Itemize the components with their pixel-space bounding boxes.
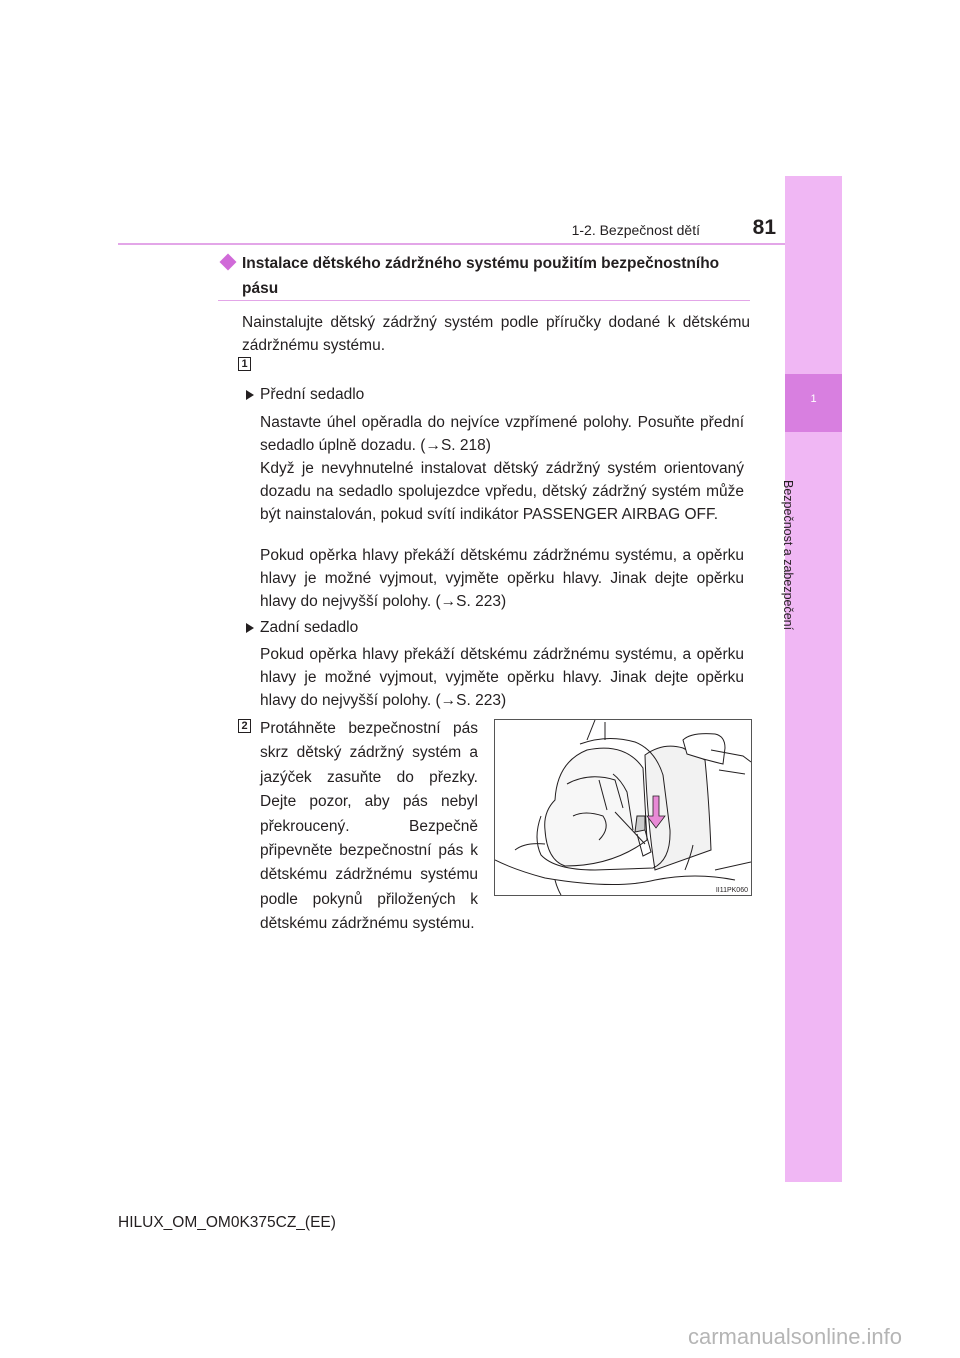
- child-seat-illustration: [494, 719, 752, 896]
- footer-code: HILUX_OM_OM0K375CZ_(EE): [118, 1214, 336, 1231]
- triangle-bullet-icon: [246, 390, 254, 400]
- heading-rule: [218, 300, 750, 301]
- front-seat-text-2: Když je nevyhnutelné instalovat dětský zádržný systém orientovaný dozadu na sedadlo spolujezdce vpředu, dětský zádržný systém může být nainstalován, pokud svítí indikátor PASSENGER AIRBAG OFF.: [260, 460, 744, 523]
- chapter-number: 1: [785, 374, 842, 432]
- step-1-badge: 1: [238, 357, 251, 371]
- step-2-text: Protáhněte bezpečnostní pás skrz dětský zádržný systém a jazýček zasuňte do přezky. Dejte pozor, aby pás nebyl překroucený. Bezpečně připevněte bezpečnostní pás k dětskému zádržnému systému podle pokynů přiložených k dětskému zádržnému systému.: [260, 720, 478, 933]
- header-rule: [118, 243, 842, 245]
- subsection-heading: Instalace dětského zádržného systému použitím bezpečnostního pásu: [242, 255, 720, 297]
- child-seat-drawing: [495, 720, 751, 895]
- front-seat-text-3: Pokud opěrka hlavy překáží dětskému zádržnému systému, a opěrku hlavy je možné vyjmout, vyjměte opěrku hlavy. Jinak dejte opěrku hlavy do nejvyšší polohy. (→S. 223): [260, 547, 744, 610]
- intro-paragraph: Nainstalujte dětský zádržný systém podle příručky dodané k dětskému zádržnému systému.: [242, 314, 750, 354]
- front-seat-text-1: Nastavte úhel opěradla do nejvíce vzpřímené polohy. Posuňte přední sedadlo úplně dozadu. (→S. 218): [260, 414, 744, 454]
- triangle-bullet-icon: [246, 623, 254, 633]
- page-number: 81: [752, 216, 776, 239]
- chapter-side-tab: [785, 176, 842, 1182]
- diamond-bullet-icon: [220, 254, 237, 271]
- illustration-code: II11PK060: [715, 887, 748, 894]
- rear-seat-text: Pokud opěrka hlavy překáží dětskému zádržnému systému, a opěrku hlavy je možné vyjmout, vyjměte opěrku hlavy. Jinak dejte opěrku hlavy do nejvyšší polohy. (→S. 223): [260, 646, 744, 709]
- section-title: 1-2. Bezpečnost dětí: [571, 222, 700, 238]
- front-seat-label: Přední sedadlo: [260, 386, 365, 403]
- step-2-badge: 2: [238, 719, 251, 733]
- watermark: carmanualsonline.info: [688, 1324, 903, 1349]
- chapter-title: Bezpečnost a zabezpečení: [781, 479, 795, 631]
- rear-seat-label: Zadní sedadlo: [260, 619, 359, 636]
